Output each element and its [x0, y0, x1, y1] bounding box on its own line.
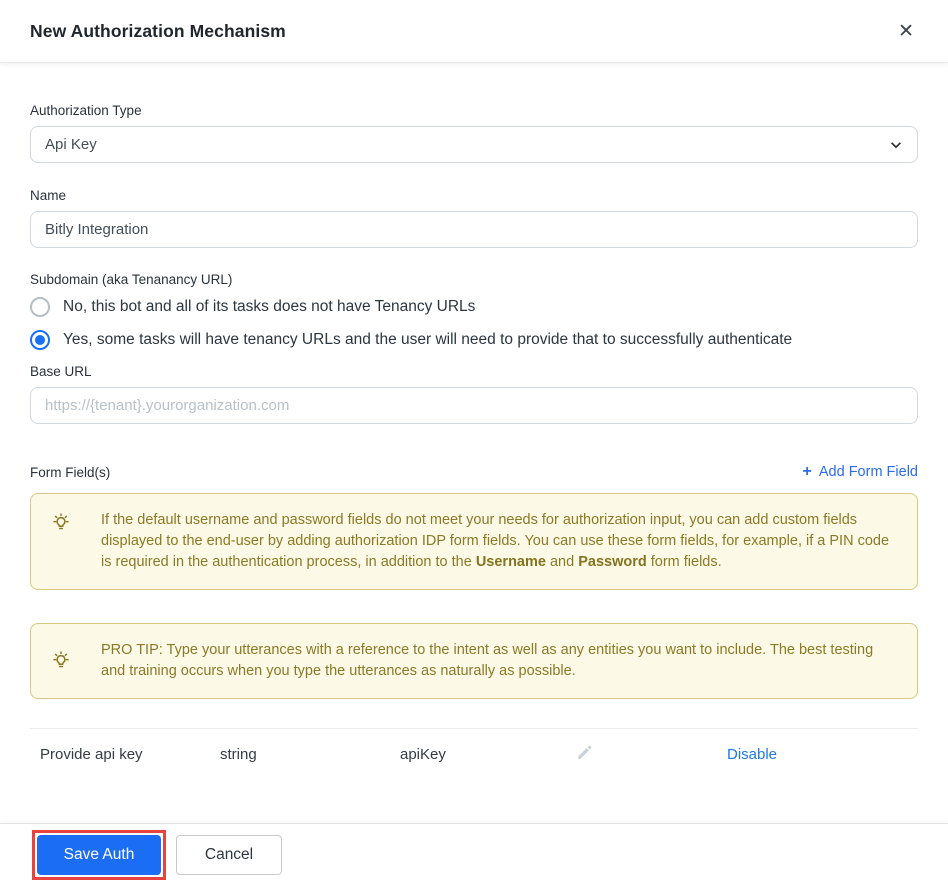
- subdomain-label: Subdomain (aka Tenanancy URL): [30, 272, 233, 287]
- field-type: string: [220, 746, 257, 763]
- base-url-input[interactable]: [30, 387, 918, 424]
- save-auth-button[interactable]: Save Auth: [37, 835, 161, 875]
- pro-tip-box: [30, 623, 918, 699]
- lightbulb-icon: [49, 650, 73, 672]
- authorization-type-value: Api Key: [45, 136, 97, 153]
- add-form-field-label: Add Form Field: [818, 464, 918, 480]
- radio-unchecked-icon[interactable]: [30, 297, 50, 317]
- field-action-cell: [727, 746, 918, 763]
- subdomain-radio-yes-label: Yes, some tasks will have tenancy URLs and the user will need to provide that to successfully authenticate: [63, 331, 793, 348]
- authorization-type-select[interactable]: [30, 126, 918, 163]
- chevron-down-icon: [889, 138, 903, 152]
- radio-checked-icon[interactable]: [30, 330, 50, 350]
- info-tip-box: [30, 493, 918, 590]
- disable-link[interactable]: Disable: [727, 746, 778, 763]
- authorization-type-label: Authorization Type: [30, 103, 142, 118]
- add-form-field-button[interactable]: [803, 463, 918, 481]
- cancel-button[interactable]: Cancel: [176, 835, 282, 875]
- subdomain-radio-group: [30, 297, 918, 350]
- name-label: Name: [30, 188, 67, 203]
- field-display-name: Provide api key: [40, 746, 143, 763]
- subdomain-radio-no-label: No, this bot and all of its tasks does not have Tenancy URLs: [63, 298, 476, 315]
- edit-pencil-icon[interactable]: [575, 743, 594, 762]
- lightbulb-icon: [49, 512, 73, 534]
- subdomain-radio-yes[interactable]: [30, 330, 918, 350]
- base-url-label: Base URL: [30, 364, 92, 379]
- field-edit-cell: [575, 743, 727, 766]
- close-icon[interactable]: ✕: [894, 18, 918, 45]
- modal-footer: [0, 823, 948, 886]
- form-fields-label: Form Field(s): [30, 464, 111, 480]
- subdomain-radio-no[interactable]: [30, 297, 918, 317]
- info-tip-text: If the default username and password fields do not meet your needs for authorization input, you can add custom fields displayed to the end-user by adding authorization IDP form fields. You can use these form fields, for example, if a PIN code is required in the authentication process, in addition to the Username and Password form fields.: [101, 512, 890, 570]
- name-input[interactable]: [30, 211, 918, 248]
- modal-header: [0, 0, 948, 63]
- pro-tip-text: PRO TIP: Type your utterances with a reference to the intent as well as any entities you want to include. The best testing and training occurs when you type the utterances as naturally as possible.: [101, 642, 874, 679]
- modal-title: New Authorization Mechanism: [30, 20, 286, 41]
- plus-icon: +: [802, 463, 812, 480]
- annotation-highlight-box: [32, 830, 166, 880]
- modal-body: [0, 63, 948, 823]
- form-fields-header-row: [30, 463, 918, 481]
- form-field-table-row: [30, 728, 918, 780]
- field-key: apiKey: [400, 746, 446, 763]
